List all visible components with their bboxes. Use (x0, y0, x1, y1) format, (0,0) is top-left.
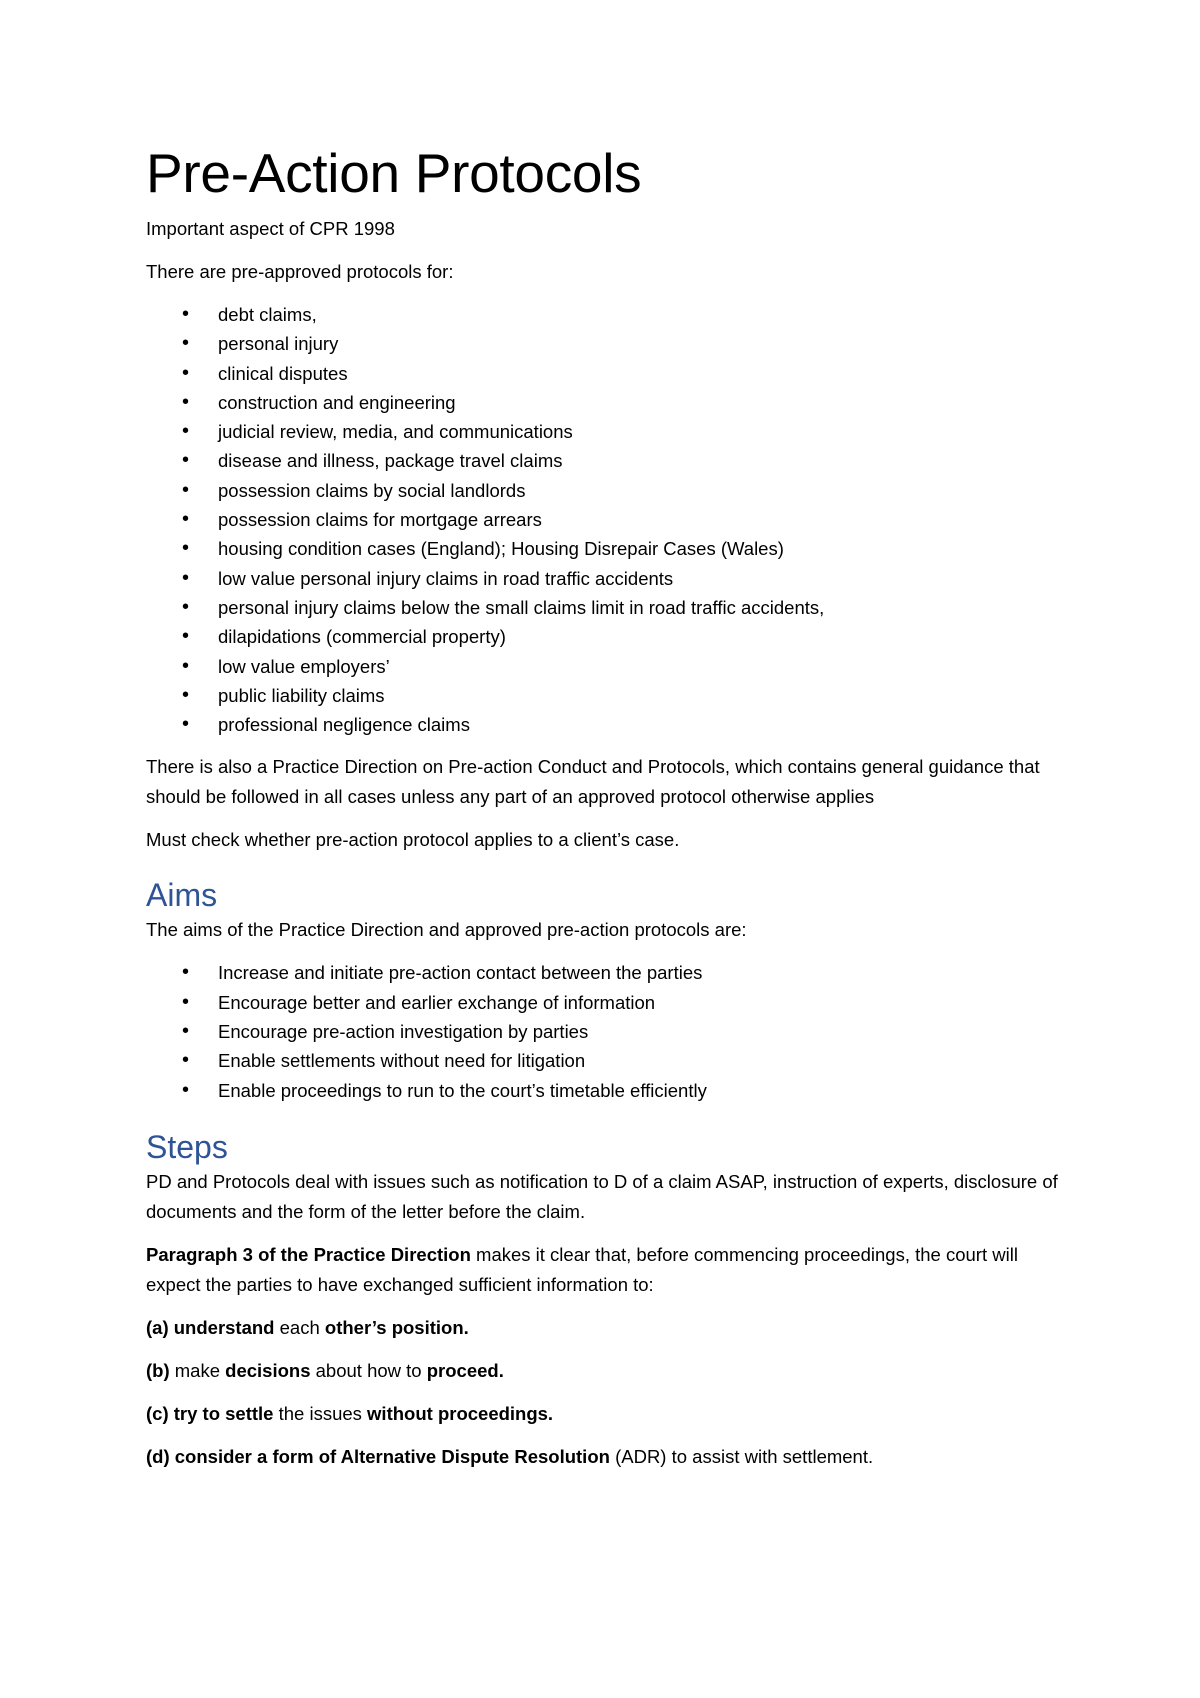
page-title: Pre-Action Protocols (146, 142, 642, 204)
steps-intro-paragraph: PD and Protocols deal with issues such as notification to D of a claim ASAP, instruction of experts, disclosure of documents and the form of the letter before the claim. (146, 1170, 1058, 1222)
aims-heading: Aims (146, 877, 218, 914)
list-item: • low value personal injury claims in road traffic accidents (146, 564, 1066, 593)
step-b: (b) make decisions about how to proceed. (146, 1359, 504, 1381)
list-item: • dilapidations (commercial property) (146, 622, 1066, 651)
protocols-lead-text: There are pre-approved protocols for: (146, 261, 454, 282)
list-item: • Enable settlements without need for litigation (146, 1046, 1066, 1075)
list-item: • Enable proceedings to run to the court’s timetable efficiently (146, 1076, 1066, 1105)
document-page (146, 140, 1066, 1472)
list-item: • low value employers’ (146, 652, 1066, 681)
paragraph-3-text: Paragraph 3 of the Practice Direction makes it clear that, before commencing proceedings, the court will expect the parties to have exchanged sufficient information to: (146, 1243, 1018, 1295)
step-a: (a) understand each other’s position. (146, 1316, 469, 1338)
list-item: • professional negligence claims (146, 710, 1066, 739)
step-d: (d) consider a form of Alternative Dispute Resolution (ADR) to assist with settlement. (146, 1445, 874, 1467)
aims-list (146, 958, 1066, 1104)
list-item: • possession claims for mortgage arrears (146, 505, 1066, 534)
subtitle-text: Important aspect of CPR 1998 (146, 218, 395, 239)
list-item: • personal injury claims below the small claims limit in road traffic accidents, (146, 593, 1066, 622)
aims-lead-text: The aims of the Practice Direction and approved pre-action protocols are: (146, 919, 747, 941)
list-item: • clinical disputes (146, 359, 1066, 388)
list-item: • judicial review, media, and communications (146, 417, 1066, 446)
list-item: • construction and engineering (146, 388, 1066, 417)
list-item: • public liability claims (146, 681, 1066, 710)
list-item: • Increase and initiate pre-action contact between the parties (146, 958, 1066, 987)
steps-heading: Steps (146, 1128, 228, 1165)
list-item: • debt claims, (146, 300, 1066, 329)
list-item: • housing condition cases (England); Housing Disrepair Cases (Wales) (146, 534, 1066, 563)
protocols-list (146, 300, 1066, 739)
list-item: • possession claims by social landlords (146, 476, 1066, 505)
list-item: • personal injury (146, 329, 1066, 358)
list-item: • Encourage pre-action investigation by parties (146, 1017, 1066, 1046)
practice-direction-paragraph: There is also a Practice Direction on Pre-action Conduct and Protocols, which contains general guidance that should be followed in all cases unless any part of an approved protocol otherwise applies (146, 756, 1040, 808)
step-c: (c) try to settle the issues without proceedings. (146, 1402, 554, 1424)
list-item: • disease and illness, package travel claims (146, 446, 1066, 475)
must-check-paragraph: Must check whether pre-action protocol applies to a client’s case. (146, 829, 680, 851)
paragraph-3-bold: Paragraph 3 of the Practice Direction (146, 1243, 471, 1265)
list-item: • Encourage better and earlier exchange of information (146, 988, 1066, 1017)
